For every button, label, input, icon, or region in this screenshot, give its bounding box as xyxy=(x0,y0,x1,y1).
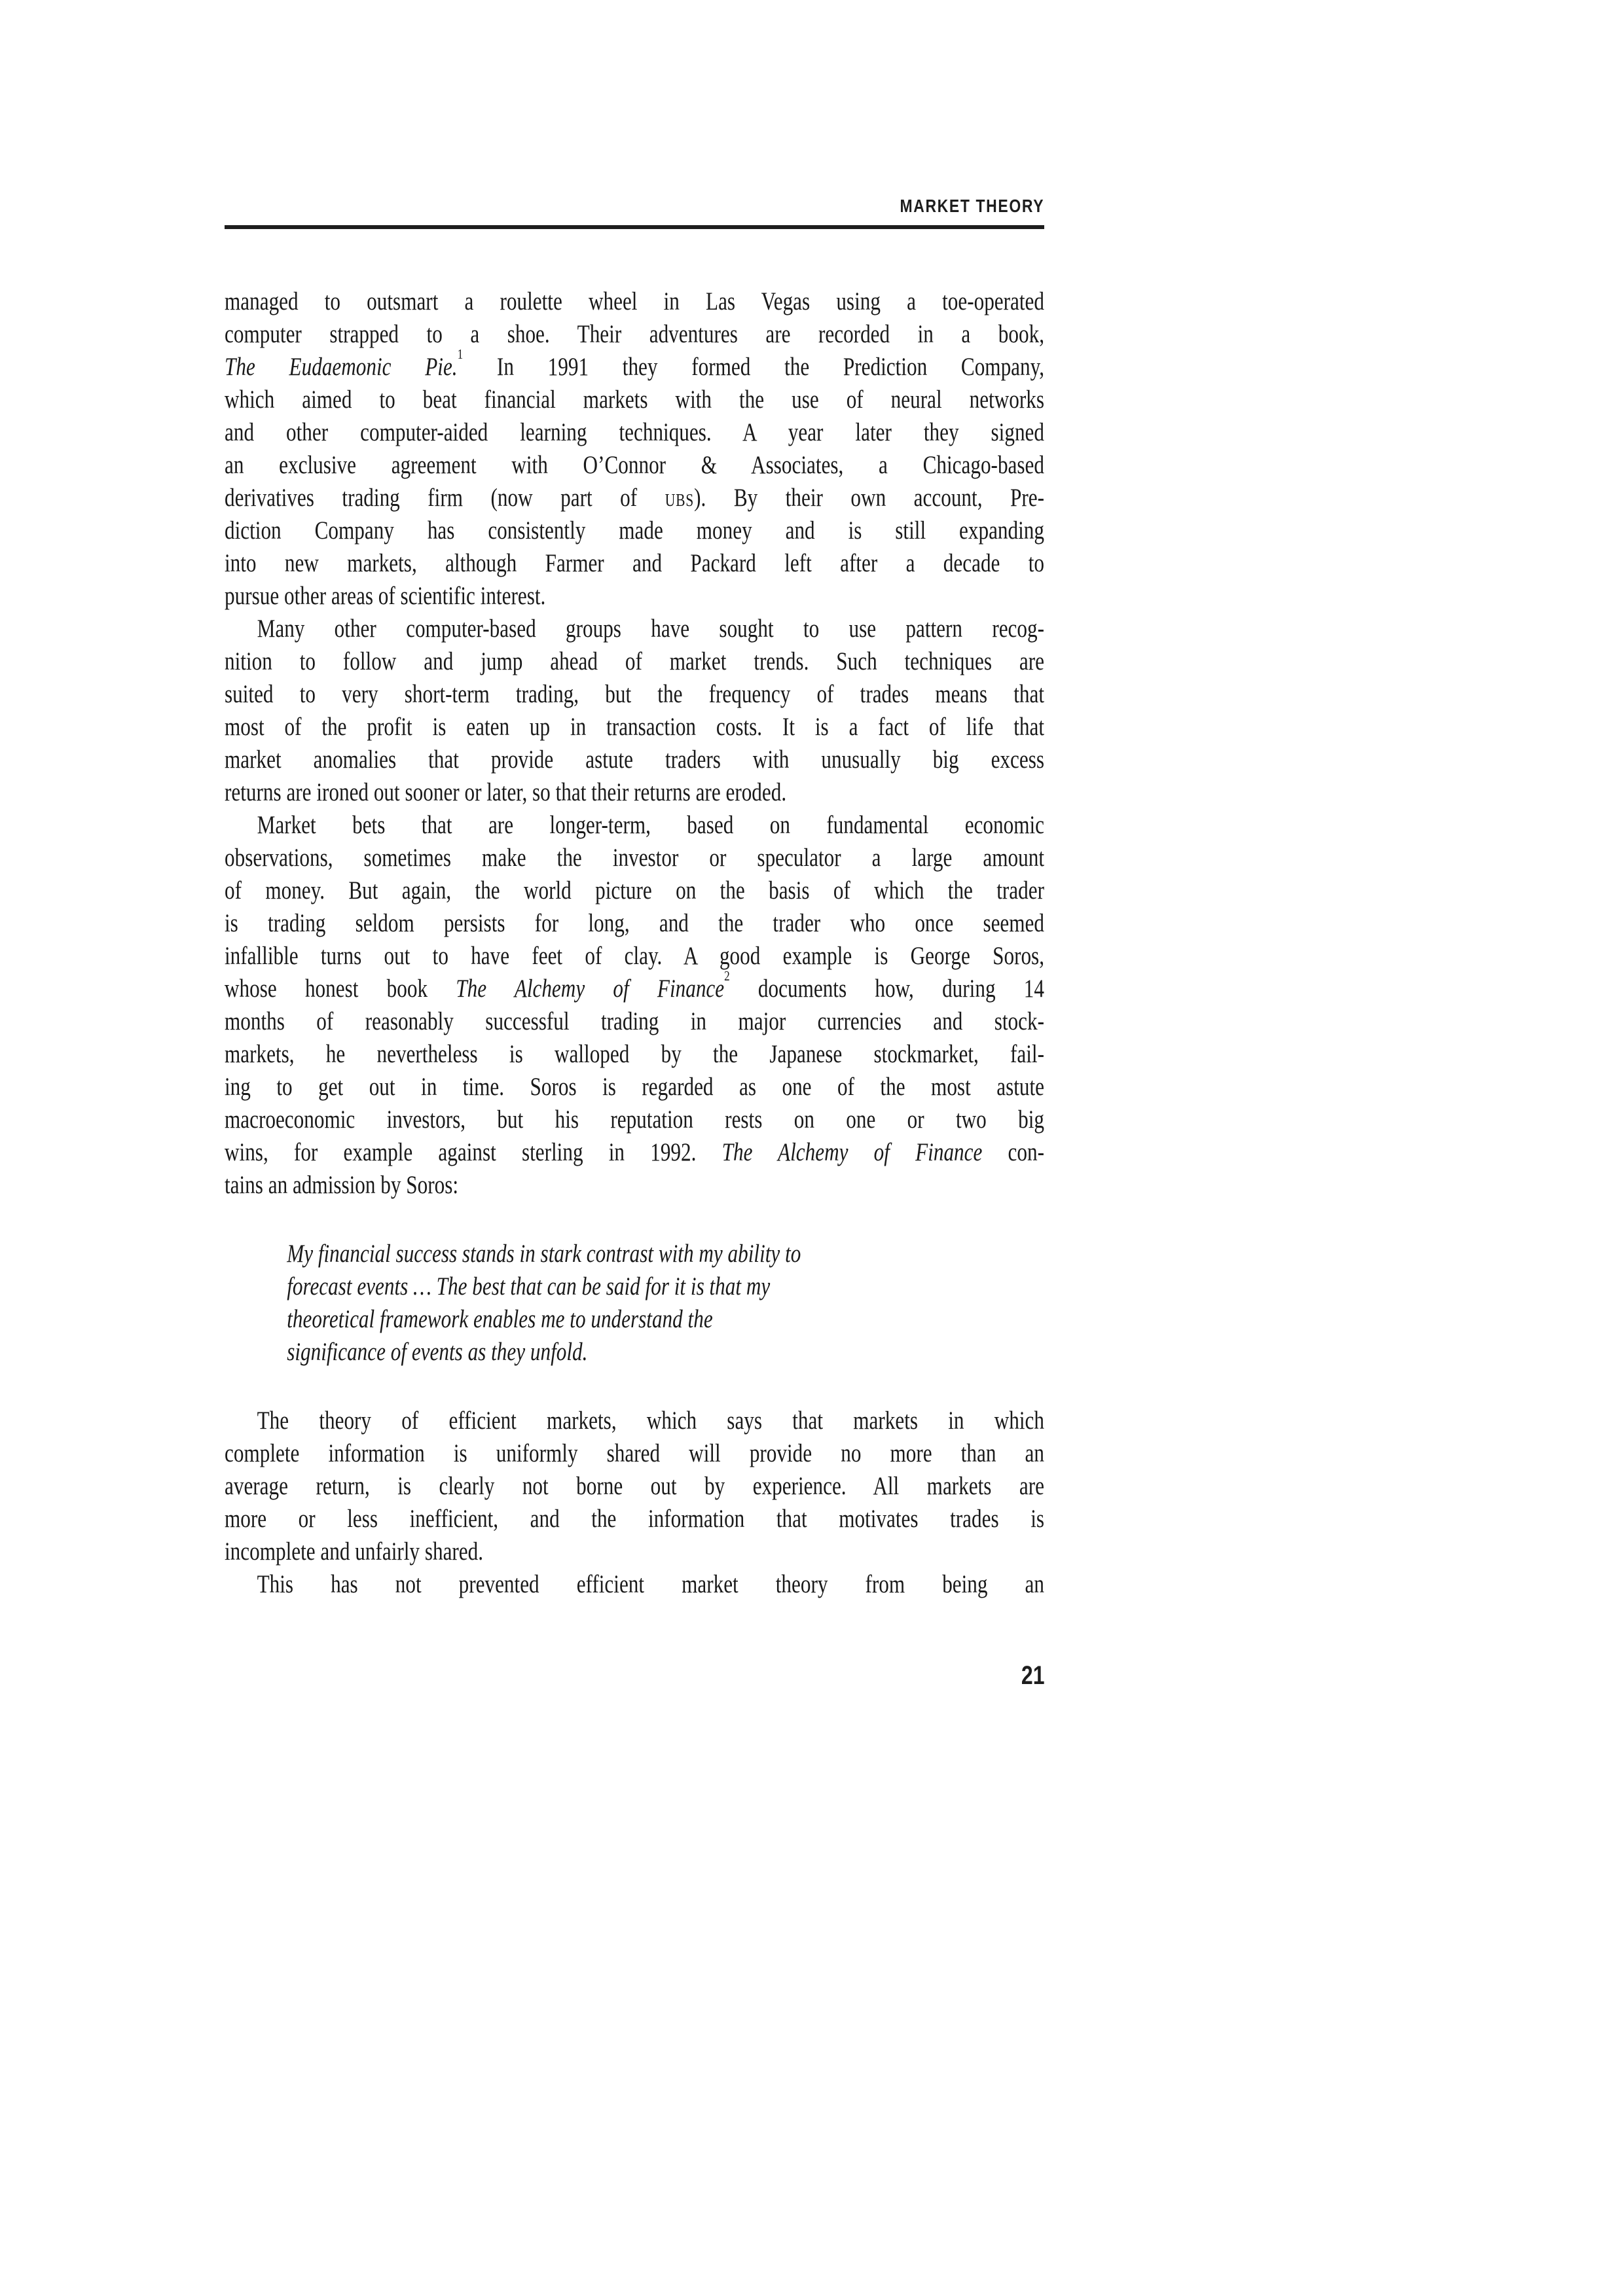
text-line: ing to get out in time. Soros is regarded as one of the most astute xyxy=(225,1073,1044,1101)
text-line: theoretical framework enables me to understand the xyxy=(287,1305,713,1333)
text-line: Market bets that are longer-term, based on fundamental economic xyxy=(257,811,1045,839)
text-line: market anomalies that provide astute traders with unusually big excess xyxy=(225,745,1044,774)
paragraph xyxy=(225,809,1044,1202)
header-rule xyxy=(225,225,1044,229)
paragraph xyxy=(225,1405,1044,1568)
paragraph xyxy=(225,1568,1044,1601)
paragraph xyxy=(225,613,1044,809)
text-line: of money. But again, the world picture on the basis of which the trader xyxy=(225,876,1044,905)
text-line: nition to follow and jump ahead of market trends. Such techniques are xyxy=(225,647,1044,675)
text-line: forecast events … The best that can be said for it is that my xyxy=(287,1272,771,1300)
text-line: wins, for example against sterling in 1992. The Alchemy of Finance con- xyxy=(225,1138,1044,1166)
text-line: computer strapped to a shoe. Their adventures are recorded in a book, xyxy=(225,320,1044,348)
text-line: is trading seldom persists for long, and the trader who once seemed xyxy=(225,909,1044,937)
text-line: average return, is clearly not borne out by experience. All markets are xyxy=(225,1472,1044,1500)
text-line: The theory of efficient markets, which says that markets in which xyxy=(257,1407,1045,1435)
text-line: My financial success stands in stark contrast with my ability to xyxy=(287,1240,801,1268)
text-line: pursue other areas of scientific interest. xyxy=(225,582,546,610)
paragraph xyxy=(225,285,1044,613)
page-number xyxy=(225,1662,1044,1689)
text-line: infallible turns out to have feet of clay. A good example is George Soros, xyxy=(225,942,1044,970)
text-line: most of the profit is eaten up in transaction costs. It is a fact of life that xyxy=(225,713,1044,741)
text-line: more or less inefficient, and the information that motivates trades is xyxy=(225,1505,1044,1533)
text-line: which aimed to beat financial markets with the use of neural networks xyxy=(225,386,1044,414)
text-line: tains an admission by Soros: xyxy=(225,1171,459,1199)
text-line: complete information is uniformly shared will provide no more than an xyxy=(225,1439,1044,1467)
running-header-text: MARKET THEORY xyxy=(900,196,1044,216)
text-line: an exclusive agreement with O’Connor & Associates, a Chicago-based xyxy=(225,451,1044,479)
text-line: macroeconomic investors, but his reputation rests on one or two big xyxy=(225,1105,1044,1134)
text-column xyxy=(225,285,1044,1601)
text-line: diction Company has consistently made money and is still expanding xyxy=(225,516,1044,545)
running-header xyxy=(225,196,1044,216)
text-line: observations, sometimes make the investor or speculator a large amount xyxy=(225,844,1044,872)
text-line: markets, he nevertheless is walloped by the Japanese stockmarket, fail- xyxy=(225,1040,1044,1068)
text-line: The Eudaemonic Pie.$^1$ In 1991 they formed the Prediction Company, xyxy=(225,346,1045,381)
text-line: significance of events as they unfold. xyxy=(287,1338,588,1366)
text-line: whose honest book The Alchemy of Finance$^2$ documents how, during 14 xyxy=(225,968,1044,1003)
text-line: months of reasonably successful trading in major currencies and stock- xyxy=(225,1007,1044,1035)
text-line: managed to outsmart a roulette wheel in Las Vegas using a toe-operated xyxy=(225,287,1044,315)
text-line: returns are ironed out sooner or later, so that their returns are eroded. xyxy=(225,778,787,806)
blockquote xyxy=(225,1238,1044,1369)
text-line: and other computer-aided learning techniques. A year later they signed xyxy=(225,418,1044,446)
page-number-text: 21 xyxy=(1021,1661,1044,1690)
text-line: Many other computer-based groups have sought to use pattern recog- xyxy=(257,615,1045,643)
text-line: incomplete and unfairly shared. xyxy=(225,1537,484,1566)
text-line: This has not prevented efficient market theory from being an xyxy=(257,1570,1045,1598)
text-line: derivatives trading firm (now part of ubs). By their own account, Pre- xyxy=(225,484,1044,512)
text-line: suited to very short-term trading, but the frequency of trades means that xyxy=(225,680,1044,708)
text-line: into new markets, although Farmer and Packard left after a decade to xyxy=(225,549,1044,577)
